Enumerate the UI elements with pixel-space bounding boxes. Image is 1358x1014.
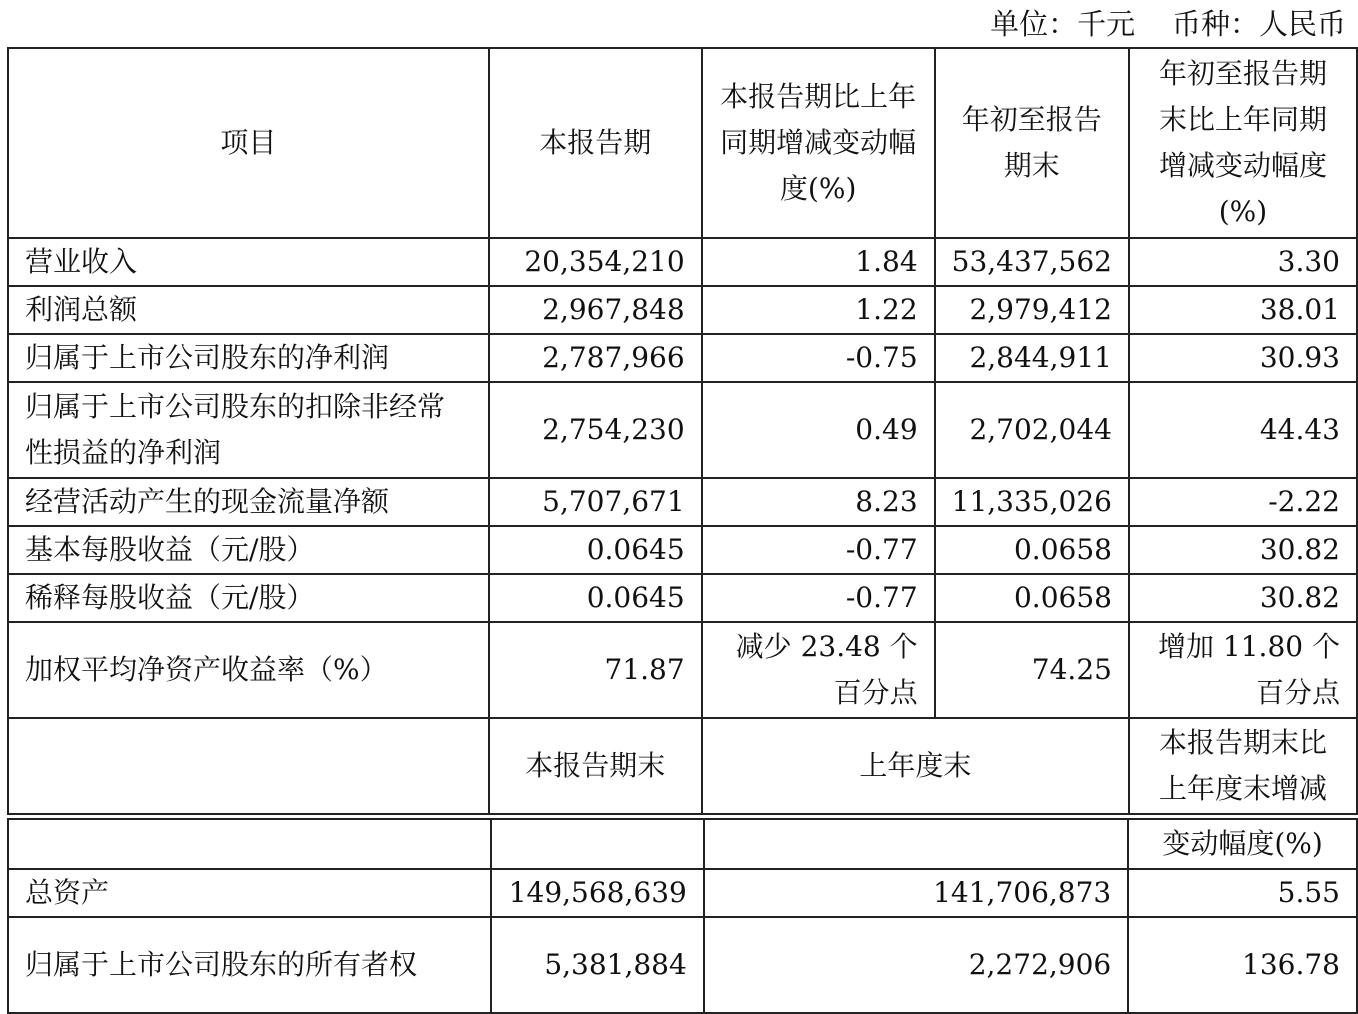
table-row: [8, 869, 1357, 917]
row-label: 经营活动产生的现金流量净额: [8, 478, 489, 526]
balance-header-blank: [8, 718, 489, 814]
row-prior-year-end: 2,272,906: [704, 917, 1128, 1013]
row-prior-year-end: 141,706,873: [704, 869, 1128, 917]
row-label: 加权平均净资产收益率（%）: [8, 622, 489, 718]
table-header-row: [8, 48, 1357, 238]
row-current: 0.0645: [489, 526, 702, 574]
header-period-end: 本报告期末: [489, 718, 702, 814]
row-ytd: 0.0658: [935, 574, 1129, 622]
balance-header-blank: [8, 819, 491, 869]
row-period-end: 5,381,884: [491, 917, 704, 1013]
header-ytd-change: 年初至报告期末比上年同期增减变动幅度(%): [1129, 48, 1357, 238]
balance-header-blank: [704, 819, 1128, 869]
row-current-change: 0.49: [702, 382, 935, 478]
row-label: 稀释每股收益（元/股）: [8, 574, 489, 622]
header-current-period: 本报告期: [489, 48, 702, 238]
row-ytd-change: 30.82: [1129, 526, 1357, 574]
row-label: 总资产: [8, 869, 491, 917]
row-current-change: -0.77: [702, 526, 935, 574]
table-row: [8, 382, 1357, 478]
table-row: [8, 238, 1357, 286]
row-label: 归属于上市公司股东的所有者权: [8, 917, 491, 1013]
balance-header-blank: [491, 819, 704, 869]
row-current: 20,354,210: [489, 238, 702, 286]
row-current-change: -0.77: [702, 574, 935, 622]
row-current-change: 1.84: [702, 238, 935, 286]
row-current: 2,787,966: [489, 334, 702, 382]
table-row: [8, 478, 1357, 526]
header-change-part1: 本报告期末比上年度末增减: [1129, 718, 1357, 814]
row-ytd-change: 3.30: [1129, 238, 1357, 286]
row-ytd: 0.0658: [935, 526, 1129, 574]
header-item: 项目: [8, 48, 489, 238]
row-ytd-change: -2.22: [1129, 478, 1357, 526]
table-row: [8, 622, 1357, 718]
row-label: 营业收入: [8, 238, 489, 286]
balance-sheet-table: [7, 818, 1358, 1014]
row-period-end: 149,568,639: [491, 869, 704, 917]
row-current: 71.87: [489, 622, 702, 718]
header-prior-year-end: 上年度末: [702, 718, 1129, 814]
row-ytd: 2,979,412: [935, 286, 1129, 334]
unit-currency-note: 单位：千元 币种：人民币: [990, 7, 1346, 41]
header-change-part2: 变动幅度(%): [1128, 819, 1357, 869]
row-change: 136.78: [1128, 917, 1357, 1013]
balance-header-row-continued: [8, 819, 1357, 869]
header-current-change: 本报告期比上年同期增减变动幅度(%): [702, 48, 935, 238]
row-current: 5,707,671: [489, 478, 702, 526]
row-current-change: 减少 23.48 个百分点: [702, 622, 935, 718]
row-change: 5.55: [1128, 869, 1357, 917]
table-row: [8, 286, 1357, 334]
row-ytd-change: 38.01: [1129, 286, 1357, 334]
financial-summary-table: [7, 47, 1358, 815]
balance-header-row: [8, 718, 1357, 814]
row-ytd-change: 30.82: [1129, 574, 1357, 622]
row-current: 2,754,230: [489, 382, 702, 478]
row-ytd-change: 30.93: [1129, 334, 1357, 382]
row-label: 归属于上市公司股东的扣除非经常性损益的净利润: [8, 382, 489, 478]
row-ytd: 74.25: [935, 622, 1129, 718]
row-label: 利润总额: [8, 286, 489, 334]
row-ytd-change: 增加 11.80 个百分点: [1129, 622, 1357, 718]
row-label: 归属于上市公司股东的净利润: [8, 334, 489, 382]
row-current-change: 1.22: [702, 286, 935, 334]
row-current: 2,967,848: [489, 286, 702, 334]
row-ytd: 2,844,911: [935, 334, 1129, 382]
row-current-change: 8.23: [702, 478, 935, 526]
table-row: [8, 917, 1357, 1013]
row-ytd: 53,437,562: [935, 238, 1129, 286]
row-label: 基本每股收益（元/股）: [8, 526, 489, 574]
row-ytd: 11,335,026: [935, 478, 1129, 526]
table-row: [8, 526, 1357, 574]
row-ytd: 2,702,044: [935, 382, 1129, 478]
header-ytd: 年初至报告期末: [935, 48, 1129, 238]
table-row: [8, 334, 1357, 382]
row-current: 0.0645: [489, 574, 702, 622]
row-current-change: -0.75: [702, 334, 935, 382]
table-row: [8, 574, 1357, 622]
row-ytd-change: 44.43: [1129, 382, 1357, 478]
